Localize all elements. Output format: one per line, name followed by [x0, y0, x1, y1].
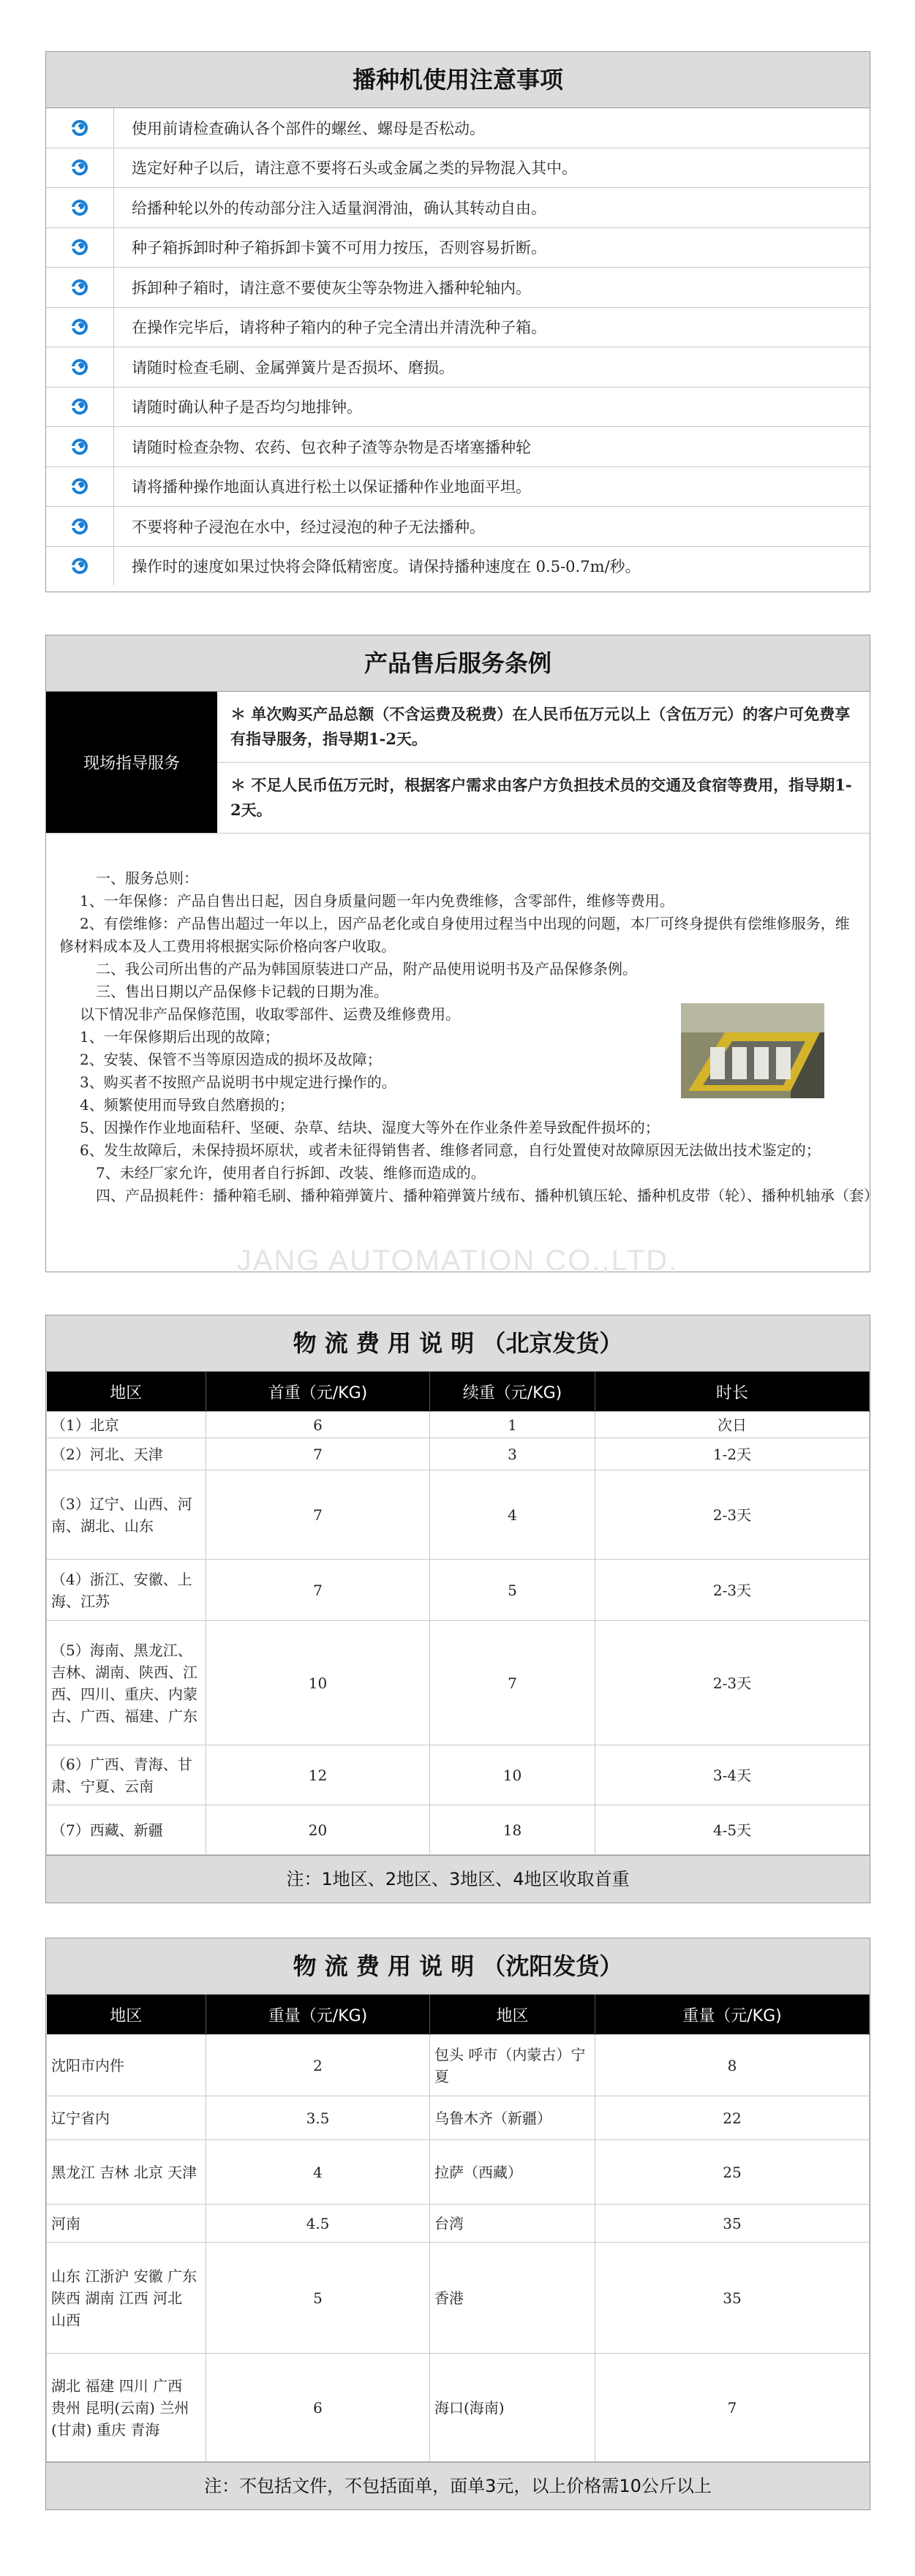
usage-note-item	[46, 148, 870, 188]
swirl-bullet-icon	[46, 397, 113, 416]
swirl-bullet-icon	[46, 437, 113, 456]
table-cell: 3	[430, 1438, 595, 1470]
table-cell: 辽宁省内	[47, 2096, 206, 2140]
table-cell: 5	[206, 2243, 430, 2354]
table-cell: 山东 江浙沪 安徽 广东 陕西 湖南 江西 河北 山西	[47, 2243, 206, 2354]
table-cell: （1）北京	[47, 1412, 206, 1438]
shenyang-shipping-title: 物 流 费 用 说 明 （沈阳发货）	[46, 1938, 870, 1995]
usage-note-text: 请将播种操作地面认真进行松土以保证播种作业地面平坦。	[132, 478, 531, 496]
table-header-cell: 续重（元/KG)	[430, 1372, 595, 1412]
usage-note-item	[46, 467, 870, 507]
swirl-bullet-icon	[46, 158, 113, 177]
swirl-bullet-icon	[46, 517, 113, 536]
table-cell: 10	[430, 1745, 595, 1805]
shenyang-shipping-table	[46, 1995, 870, 2462]
usage-note-text: 请随时检查毛刷、金属弹簧片是否损坏、磨损。	[132, 358, 454, 377]
service-term-line: 6、发生故障后，未保持损坏原状，或者未征得销售者、维修者同意，自行处置使对故障原因无法做出技术鉴定的；	[80, 1141, 821, 1159]
usage-notes-title: 播种机使用注意事项	[46, 52, 870, 108]
usage-note-text: 选定好种子以后，请注意不要将石头或金属之类的异物混入其中。	[132, 159, 577, 178]
usage-note-item	[46, 227, 870, 268]
table-cell: 2-3天	[595, 1621, 870, 1745]
table-cell: 4.5	[206, 2205, 430, 2243]
table-cell: （5）海南、黑龙江、吉林、湖南、陕西、江西、四川、重庆、内蒙古、广西、福建、广东	[47, 1621, 206, 1745]
service-term-line: 7、未经厂家允许，使用者自行拆卸、改装、维修而造成的。	[96, 1164, 486, 1182]
table-cell: 包头 呼市（内蒙古）宁夏	[430, 2035, 595, 2096]
shenyang-shipping-section	[45, 1938, 870, 2510]
table-row	[47, 2354, 870, 2462]
beijing-shipping-table	[46, 1372, 870, 1855]
table-cell: 5	[430, 1560, 595, 1621]
table-row	[47, 2035, 870, 2096]
guidance-term-1: ＊ 单次购买产品总额（不含运费及税费）在人民币伍万元以上（含伍万元）的客户可免费享有指导服务，指导期1-2天。	[230, 705, 851, 748]
usage-note-text: 给播种轮以外的传动部分注入适量润滑油，确认其转动自由。	[132, 199, 546, 217]
table-cell: （7）西藏、新疆	[47, 1805, 206, 1855]
table-cell: 4-5天	[595, 1805, 870, 1855]
table-row	[47, 1438, 870, 1470]
table-cell: 6	[206, 1412, 430, 1438]
table-row	[47, 1805, 870, 1855]
usage-note-text: 使用前请检查确认各个部件的螺丝、螺母是否松动。	[132, 119, 485, 137]
table-cell: （4）浙江、安徽、上海、江苏	[47, 1560, 206, 1621]
service-term-line: 1、一年保修期后出现的故障；	[80, 1028, 279, 1046]
table-cell: 12	[206, 1745, 430, 1805]
table-cell: 7	[206, 1560, 430, 1621]
shenyang-shipping-note: 注：不包括文件，不包括面单，面单3元，以上价格需10公斤以上	[46, 2462, 870, 2509]
table-cell: 22	[595, 2096, 870, 2140]
table-row	[47, 1745, 870, 1805]
table-cell: 1-2天	[595, 1438, 870, 1470]
table-cell: 1	[430, 1412, 595, 1438]
table-cell: 3.5	[206, 2096, 430, 2140]
table-cell: 10	[206, 1621, 430, 1745]
usage-note-text: 不要将种子浸泡在水中，经过浸泡的种子无法播种。	[132, 518, 485, 536]
service-term-line: 一、服务总则：	[96, 869, 198, 887]
usage-note-text: 在操作完毕后，请将种子箱内的种子完全清出并清洗种子箱。	[132, 319, 546, 337]
guidance-term-2: ＊ 不足人民币伍万元时，根据客户需求由客户方负担技术员的交通及食宿等费用，指导期1-2天。	[217, 762, 870, 833]
table-row	[47, 2140, 870, 2205]
table-cell: 2-3天	[595, 1560, 870, 1621]
service-term-line: 2、有偿维修：产品售出超过一年以上，因产品老化或自身使用过程当中出现的问题，本厂可终身提供有偿维修服务，维修材料成本及人工费用将根据实际价格向客户收取。	[59, 915, 850, 955]
seeder-product-photo	[681, 1003, 824, 1098]
usage-note-text: 拆卸种子箱时，请注意不要使灰尘等杂物进入播种轮轴内。	[132, 279, 531, 297]
after-sales-section	[45, 635, 878, 1272]
table-header-cell: 地区	[47, 1372, 206, 1412]
table-cell: 7	[206, 1470, 430, 1560]
table-cell: 2	[206, 2035, 430, 2096]
table-cell: 8	[595, 2035, 870, 2096]
usage-note-text: 操作时的速度如果过快将会降低精密度。请保持播种速度在 0.5-0.7m/秒。	[132, 558, 641, 576]
swirl-bullet-icon	[46, 358, 113, 377]
table-cell: 湖北 福建 四川 广西 贵州 昆明(云南) 兰州(甘肃) 重庆 青海	[47, 2354, 206, 2462]
service-term-line: 1、一年保修：产品自售出日起，因自身质量问题一年内免费维修，含零部件，维修等费用。	[80, 892, 674, 910]
table-header-cell: 重量（元/KG)	[206, 1995, 430, 2035]
table-header-cell: 地区	[47, 1995, 206, 2035]
usage-note-item	[46, 307, 870, 347]
table-row	[47, 2243, 870, 2354]
usage-note-item	[46, 426, 870, 467]
table-row	[47, 2205, 870, 2243]
table-cell: 7	[430, 1621, 595, 1745]
table-cell: 海口(海南)	[430, 2354, 595, 2462]
table-row	[47, 1470, 870, 1560]
table-cell: 2-3天	[595, 1470, 870, 1560]
table-header-cell: 首重（元/KG)	[206, 1372, 430, 1412]
usage-note-item	[46, 387, 870, 427]
table-row	[47, 1560, 870, 1621]
table-cell: （2）河北、天津	[47, 1438, 206, 1470]
service-terms-body	[46, 834, 878, 1225]
beijing-shipping-note: 注：1地区、2地区、3地区、4地区收取首重	[46, 1855, 870, 1903]
table-row	[47, 2096, 870, 2140]
service-term-line: 5、因操作作业地面秸秆、坚硬、杂草、结块、湿度大等外在作业条件差导致配件损坏的；	[80, 1119, 660, 1136]
table-cell: 3-4天	[595, 1745, 870, 1805]
onsite-guidance-block	[46, 692, 870, 834]
table-header-cell: 时长	[595, 1372, 870, 1412]
table-cell: 35	[595, 2205, 870, 2243]
usage-note-text: 种子箱拆卸时种子箱拆卸卡簧不可用力按压，否则容易折断。	[132, 239, 546, 257]
service-term-line: 三、售出日期以产品保修卡记载的日期为准。	[96, 983, 388, 1000]
company-watermark: JANG AUTOMATION CO.,LTD.	[236, 1244, 679, 1277]
table-cell: 4	[206, 2140, 430, 2205]
table-cell: 35	[595, 2243, 870, 2354]
table-cell: 乌鲁木齐（新疆）	[430, 2096, 595, 2140]
swirl-bullet-icon	[46, 278, 113, 297]
service-term-line: 四、产品损耗件：播种箱毛刷、播种箱弹簧片、播种箱弹簧片绒布、播种机镇压轮、播种机皮带（轮）、播种机轴承（套）	[96, 1187, 878, 1204]
service-term-line: 3、购买者不按照产品说明书中规定进行操作的。	[80, 1073, 396, 1091]
usage-notes-section	[45, 51, 870, 592]
table-cell: 25	[595, 2140, 870, 2205]
table-cell: 次日	[595, 1412, 870, 1438]
usage-note-item	[46, 267, 870, 307]
table-cell: （3）辽宁、山西、河南、湖北、山东	[47, 1470, 206, 1560]
usage-note-item	[46, 187, 870, 227]
table-cell: 6	[206, 2354, 430, 2462]
table-cell: 黑龙江 吉林 北京 天津	[47, 2140, 206, 2205]
usage-note-item	[46, 506, 870, 546]
swirl-bullet-icon	[46, 198, 113, 217]
after-sales-title: 产品售后服务条例	[46, 635, 870, 692]
table-cell: 沈阳市内件	[47, 2035, 206, 2096]
beijing-shipping-section	[45, 1315, 870, 1903]
onsite-guidance-label: 现场指导服务	[46, 692, 217, 833]
table-cell: （6）广西、青海、甘肃、宁夏、云南	[47, 1745, 206, 1805]
swirl-bullet-icon	[46, 317, 113, 336]
table-cell: 台湾	[430, 2205, 595, 2243]
table-cell: 7	[206, 1438, 430, 1470]
swirl-bullet-icon	[46, 556, 113, 575]
service-term-line: 4、频繁使用而导致自然磨损的；	[80, 1096, 294, 1114]
service-term-line: 二、我公司所出售的产品为韩国原装进口产品，附产品使用说明书及产品保修条例。	[96, 960, 637, 978]
table-row	[47, 1621, 870, 1745]
swirl-bullet-icon	[46, 118, 113, 137]
table-cell: 4	[430, 1470, 595, 1560]
usage-notes-list	[46, 108, 870, 586]
table-cell: 香港	[430, 2243, 595, 2354]
usage-note-text: 请随时确认种子是否均匀地排钟。	[132, 399, 362, 417]
usage-note-item	[46, 108, 870, 148]
usage-note-item	[46, 347, 870, 387]
table-header-cell: 地区	[430, 1995, 595, 2035]
usage-note-item	[46, 546, 870, 586]
swirl-bullet-icon	[46, 477, 113, 496]
usage-note-text: 请随时检查杂物、农药、包衣种子渣等杂物是否堵塞播种轮	[132, 438, 531, 456]
table-cell: 河南	[47, 2205, 206, 2243]
table-cell: 7	[595, 2354, 870, 2462]
service-term-line: 以下情况非产品保修范围，收取零部件、运费及维修费用。	[80, 1005, 460, 1023]
table-header-cell: 重量（元/KG)	[595, 1995, 870, 2035]
table-cell: 20	[206, 1805, 430, 1855]
swirl-bullet-icon	[46, 238, 113, 257]
table-cell: 拉萨（西藏）	[430, 2140, 595, 2205]
table-cell: 18	[430, 1805, 595, 1855]
service-term-line: 2、安装、保管不当等原因造成的损坏及故障；	[80, 1051, 382, 1068]
beijing-shipping-title: 物 流 费 用 说 明 （北京发货）	[46, 1315, 870, 1372]
table-row	[47, 1412, 870, 1438]
